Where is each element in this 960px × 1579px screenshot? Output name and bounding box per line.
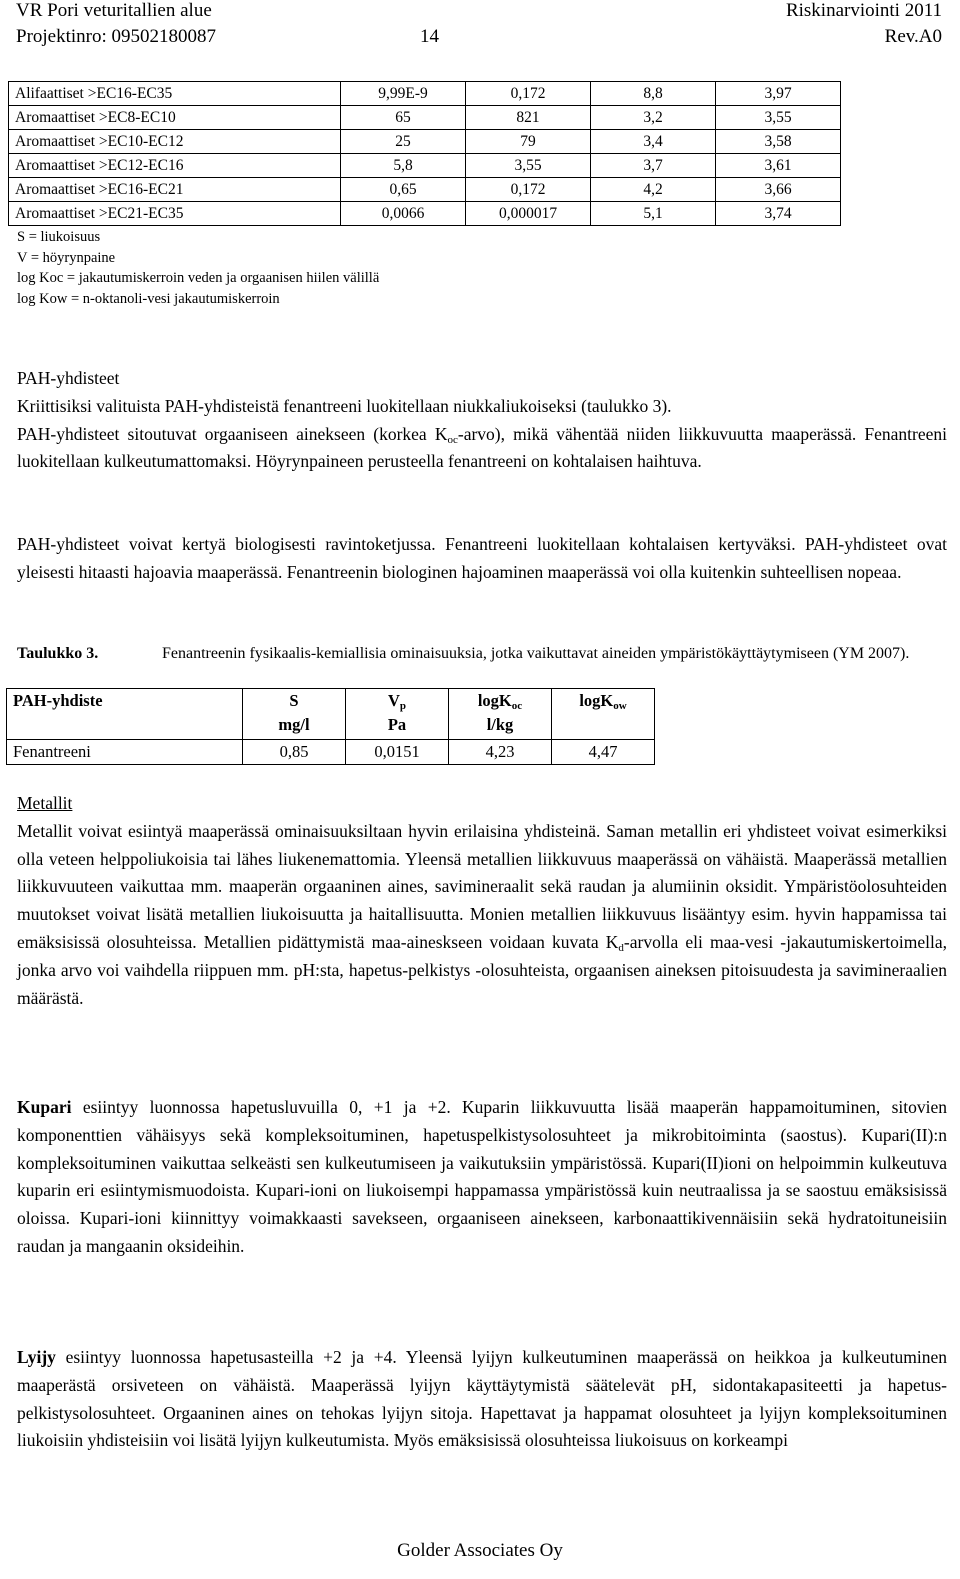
legend-item: V = höyrynpaine (17, 249, 116, 266)
value-cell: 3,55 (466, 154, 591, 178)
value-cell: 821 (466, 106, 591, 130)
kd-subscript: d (618, 941, 624, 954)
kupari-term: Kupari (17, 1097, 72, 1117)
metallit-paragraph-a: Metallit voivat esiintyä maaperässä ominaisuuksiltaan hyvin erilaisina yhdisteinä. Saman metallin eri yhdisteet voivat esimerkiksi olla veteen helppoliukoisia tai lähes liukenemattomia. Yleensä metallien liikkuvuus maaperässä on vähäistä. Maaperässä metallien liikkuvuuteen vaikuttaa mm. maaperän orgaaninen aines, savimineraalit sekä raudan ja alumiinin oksidit. Ympäristöolosuhteiden muutokset voivat lisätä metallien liukoisuutta ja haitallisuutta. Monien metallien liikkuvuus lisääntyy esim. hyvin happamissa tai emäksisissä olosuhteissa. Metallien pidättymistä maa-aineskseen voidaan kuvata K (17, 820, 947, 952)
table-3-caption-text: Fenantreenin fysikaalis-kemiallisia ominaisuuksia, jotka vaikuttavat aineiden ympäristökäyttäytymiseen (YM 2007). (162, 645, 910, 662)
pah-paragraph-1-b: -arvo), mikä vähentää niiden liikkuvuutta maaperässä. Fenantreeni luokitellaan kulkeutumattomaksi. Höyrynpaineen perusteella fenantreeni on kohtalaisen haihtuva. (17, 423, 947, 472)
table-row (9, 178, 841, 202)
value-cell: 8,8 (591, 82, 716, 106)
header-report-title: Riskinarviointi 2011 (785, 0, 942, 21)
table-header-row (7, 689, 655, 740)
value-cell: 25 (341, 130, 466, 154)
header-revision: Rev.A0 (884, 26, 942, 47)
value-cell: 3,55 (716, 106, 841, 130)
value-cell: 3,4 (591, 130, 716, 154)
table-cell: 0,0151 (346, 740, 449, 765)
lyijy-text: esiintyy luonnossa hapetusasteilla +2 ja +4. Yleensä lyijyn kulkeutuminen maaperässä on heikkoa ja kulkeutuminen maaperästä orsiveteen on vähäistä. Maaperässä lyijyn käyttäytymistä säätelevät pH, sidontakapasiteetti ja hapetus-pelkistysolosuhteet. Orgaaninen aines on tehokas lyijyn sitoja. Hapettavat ja happamat olosuhteet ja lyijyn kompleksoituminen liukoisiin yhdisteisiin voi lisätä lyijyn kulkeutumista. Myös emäksisissä olosuhteissa liukoisuus on korkeampi (17, 1347, 947, 1451)
legend-item: log Kow = n-oktanoli-vesi jakautumiskerroin (17, 290, 280, 307)
lyijy-term: Lyijy (17, 1347, 56, 1367)
value-cell: 0,172 (466, 178, 591, 202)
metallit-heading: Metallit (17, 793, 73, 813)
header-site-name: VR Pori veturitallien alue (16, 0, 212, 21)
value-cell: 0,000017 (466, 202, 591, 226)
table-row (9, 154, 841, 178)
table-row (9, 202, 841, 226)
kupari-text: esiintyy luonnossa hapetusluvuilla 0, +1 ja +2. Kuparin liikkuvuutta lisää maaperän happamoituminen, sitovien komponenttien vähäisyys sekä kompleksoituminen, hapetuspelkistysolosuhteet ja mikrobitoiminta (saostus). Kupari(II):n kompleksoituminen vaikuttaa selkeästi sen kulkeutumiseen ja vaikutuksiin ympäristössä. Kupari(II)ioni on helpoimmin kulkeutuva kuparin eri esiintymismuodoista. Kupari-ioni on liukoisempi happamassa ympäristössä kuin neutraalissa ja se saostuu emäksisissä oloissa. Kupari-ioni kiinnittyy voimakkaasti savekseen, orgaaniseen ainekseen, karbonaattikivennäisiin sekä hydratoituneisiin raudan ja mangaanin oksideihin. (17, 1097, 947, 1256)
value-cell: 9,99E-9 (341, 82, 466, 106)
header-page-number: 14 (420, 26, 439, 47)
header-vapour-pressure: $V_p$ Pa (346, 689, 449, 740)
value-cell: 65 (341, 106, 466, 130)
table-row (9, 82, 841, 106)
value-cell: 3,61 (716, 154, 841, 178)
legend-item: log Koc = jakautumiskerroin veden ja orgaanisen hiilen välillä (17, 270, 380, 286)
value-cell: 3,58 (716, 130, 841, 154)
table-cell: 4,47 (552, 740, 655, 765)
lyijy-paragraph (17, 1344, 947, 1455)
pah-section (17, 365, 947, 476)
value-cell: 3,2 (591, 106, 716, 130)
header-log-kow: logK$_{ow}$ (552, 689, 655, 740)
hydrocarbon-fraction-table (8, 81, 841, 226)
value-cell: 0,172 (466, 82, 591, 106)
fraction-name-cell: Aromaattiset >EC16-EC21 (9, 178, 341, 202)
pah-heading: PAH-yhdisteet (17, 368, 120, 388)
value-cell: 5,8 (341, 154, 466, 178)
table-cell: 0,85 (243, 740, 346, 765)
header-compound: PAH-yhdiste (7, 689, 243, 740)
value-cell: 0,0066 (341, 202, 466, 226)
table-row (9, 106, 841, 130)
header-log-koc: logK$_{oc}$ l/kg (449, 689, 552, 740)
fraction-name-cell: Aromaattiset >EC21-EC35 (9, 202, 341, 226)
phenanthrene-properties-table (6, 688, 655, 765)
value-cell: 0,65 (341, 178, 466, 202)
pah-paragraph-1-a: PAH-yhdisteet sitoutuvat orgaaniseen ainekseen (korkea K (17, 423, 448, 444)
value-cell: 5,1 (591, 202, 716, 226)
header-solubility: S mg/l (243, 689, 346, 740)
fraction-name-cell: Alifaattiset >EC16-EC35 (9, 82, 341, 106)
fraction-name-cell: Aromaattiset >EC12-EC16 (9, 154, 341, 178)
table-3-caption (17, 643, 947, 665)
metallit-section (17, 790, 947, 1012)
table-row (9, 130, 841, 154)
value-cell: 3,7 (591, 154, 716, 178)
header-project-number: Projektinro: 09502180087 (16, 26, 217, 47)
fraction-name-cell: Aromaattiset >EC8-EC10 (9, 106, 341, 130)
value-cell: 3,66 (716, 178, 841, 202)
legend-item: S = liukoisuus (17, 229, 101, 245)
table-row (7, 740, 655, 765)
table-cell: 4,23 (449, 740, 552, 765)
fraction-name-cell: Aromaattiset >EC10-EC12 (9, 130, 341, 154)
kupari-paragraph (17, 1094, 947, 1261)
value-cell: 3,74 (716, 202, 841, 226)
pah-paragraph-2: PAH-yhdisteet voivat kertyä biologisesti ravintoketjussa. Fenantreeni luokitellaan kohtalaisen kertyväksi. PAH-yhdisteet ovat yleisesti hitaasti hajoavia maaperässä. Fenantreenin biologinen hajoaminen maaperässä voi olla kuitenkin suhteellisen nopeaa. (17, 534, 947, 582)
koc-subscript: oc (447, 433, 458, 446)
metallit-paragraph-b: -arvolla eli maa-vesi -jakautumiskertoimella, jonka arvo voi vaihdella riippuen mm. pH:sta, hapetus-pelkistys -olosuhteista, orgaanisen aineksen pitoisuudesta ja savimineraalien määrästä. (17, 931, 947, 1008)
value-cell: 3,97 (716, 82, 841, 106)
table-legend (17, 227, 379, 309)
page-footer: Golder Associates Oy (397, 1540, 563, 1561)
table-cell: Fenantreeni (7, 740, 243, 765)
value-cell: 79 (466, 130, 591, 154)
pah-paragraph-1-line-1: Kriittisiksi valituista PAH-yhdisteistä fenantreeni luokitellaan niukkaliukoiseksi (taulukko 3). (17, 395, 672, 416)
value-cell: 4,2 (591, 178, 716, 202)
table-3-label: Taulukko 3. (17, 645, 99, 662)
